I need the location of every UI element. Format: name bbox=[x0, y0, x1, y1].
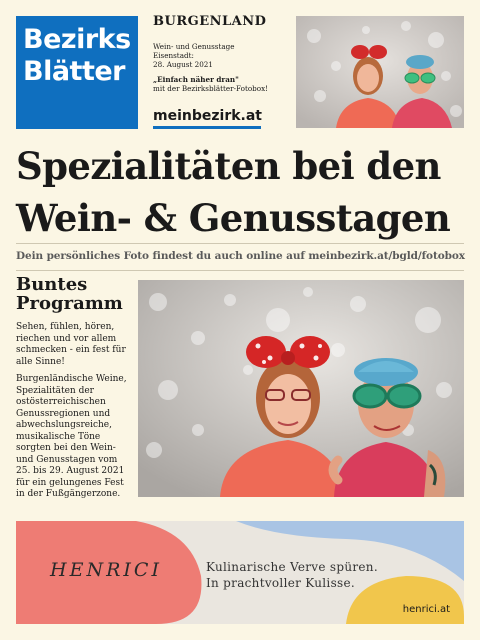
ad-tagline-line-1: Kulinarische Verve spüren. bbox=[206, 560, 378, 574]
side-paragraph-1: Sehen, fühlen, hören, riechen und vor allem schmecken - ein fest für alle Sinne! bbox=[16, 322, 126, 367]
event-date: 28. August 2021 bbox=[153, 60, 213, 69]
region-label: BURGENLAND bbox=[153, 14, 267, 29]
ad-tagline bbox=[206, 559, 436, 591]
subline: Dein persönliches Foto findest du auch online auf meinbezirk.at/bgld/fotobox bbox=[16, 250, 465, 262]
slogan bbox=[153, 75, 289, 93]
website-link[interactable]: meinbezirk.at bbox=[153, 108, 262, 124]
event-info bbox=[153, 42, 283, 69]
logo-line-2: Blätter bbox=[23, 56, 125, 87]
ad-url[interactable]: henrici.at bbox=[402, 604, 450, 615]
ad-brand-logo: HENRICI bbox=[50, 559, 162, 581]
advertisement[interactable] bbox=[16, 521, 464, 624]
divider-top bbox=[16, 243, 464, 244]
slogan-rest: mit der Bezirksblätter-Fotobox! bbox=[153, 84, 269, 93]
headline-line-1: Spezialitäten bei den bbox=[16, 144, 441, 188]
logo-line-1: Bezirks bbox=[23, 24, 131, 55]
bezirksblaetter-logo[interactable] bbox=[16, 16, 138, 129]
headline bbox=[16, 140, 466, 244]
slogan-quote: „Einfach näher dran" bbox=[153, 75, 239, 84]
side-title: Buntes Programm bbox=[16, 274, 123, 314]
headline-line-2: Wein- & Genusstagen bbox=[16, 196, 451, 240]
website-underline bbox=[153, 126, 261, 129]
side-paragraph-2: Burgenländische Weine, Spezialitäten der ostösterreichischen Genussregionen und abwechslungsreiche, musikalische Töne sorgten bei den Wein- und Genusstagen vom 25. bis 29. August 2021 für ein gelungenes Fest in der Fußgängerzone. bbox=[16, 374, 127, 499]
main-photo bbox=[138, 280, 464, 497]
event-location: Eisenstadt: bbox=[153, 51, 194, 60]
event-name: Wein- und Genusstage bbox=[153, 42, 235, 51]
ad-tagline-line-2: In prachtvoller Kulisse. bbox=[206, 576, 355, 590]
thumbnail-photo bbox=[296, 16, 464, 128]
divider-bottom bbox=[16, 270, 464, 271]
